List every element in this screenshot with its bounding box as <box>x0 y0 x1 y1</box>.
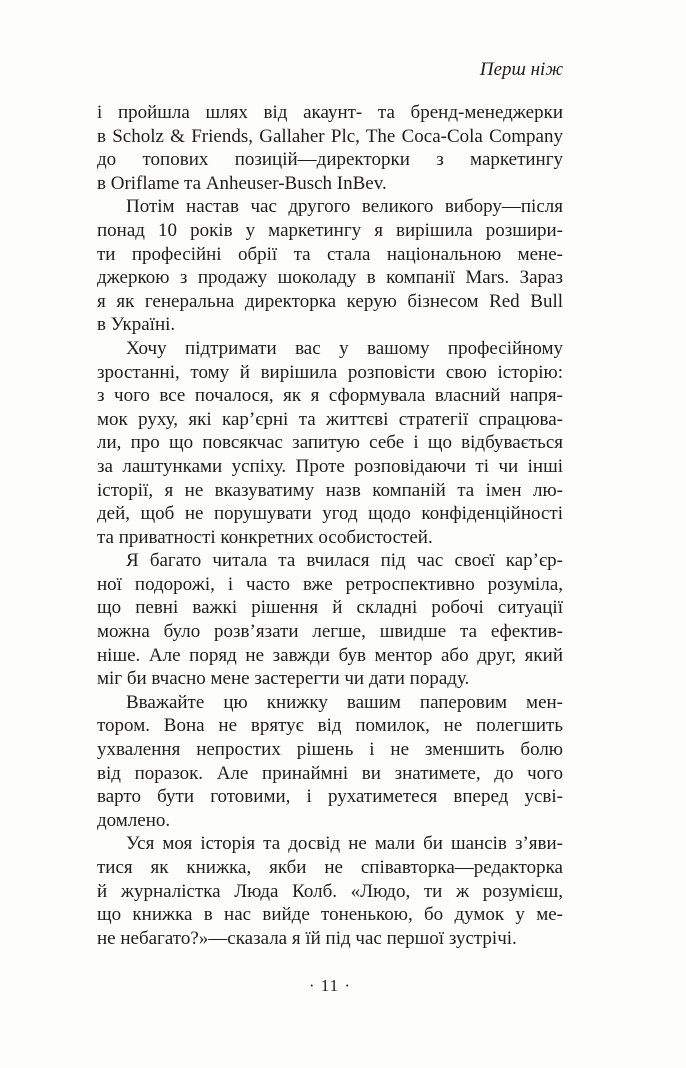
text-line: Вважайте цю книжку вашим паперовим мен- <box>126 691 563 713</box>
text-line: в Oriflame та Anheuser-Busch InBev. <box>97 172 387 194</box>
text-line: тися як книжка, якби не співавторка—редакторка <box>97 857 563 878</box>
text-line: Потім настав час другого великого вибору—після <box>126 196 563 218</box>
text-line: з чого все почалося, як я сформувала власний напря- <box>97 385 563 407</box>
text-line: і пройшла шлях від акаунт- та бренд-менеджерки <box>97 102 563 123</box>
text-line: й журналістка Люда Колб. «Людо, ти ж розумієш, <box>97 880 563 902</box>
text-line: ли, про що повсякчас запитую себе і що відбувається <box>97 432 563 454</box>
text-line: що книжка в нас вийде тоненькою, бо думок у ме- <box>97 904 563 926</box>
text-line: мок руху, які кар’єрні та життєві стратегії спрацюва- <box>97 408 563 430</box>
text-line: ухвалення непростих рішень і не зменшить болю <box>97 739 563 761</box>
text-line: Я багато читала та вчилася під час своєї кар’єр- <box>126 550 563 572</box>
text-line: я як генеральна директорка керую бізнесом Red Bull <box>97 290 563 312</box>
text-line: за лаштунками успіху. Проте розповідаючи ті чи інші <box>97 455 563 477</box>
text-line: історії, я не вказуватиму назв компаній та імен лю- <box>97 479 563 501</box>
paragraph <box>97 832 563 950</box>
text-line: та приватності конкретних особистостей. <box>97 526 433 548</box>
text-line: ти професійні обрії та стала національною мене- <box>97 243 563 265</box>
text-line: до топових позицій—директорки з маркетингу <box>97 149 563 171</box>
body-text <box>97 101 563 950</box>
text-line: що певні важкі рішення й складні робочі ситуації <box>97 597 563 619</box>
text-line: ніше. Але поряд не завжди був ментор або друг, який <box>97 644 563 666</box>
paragraph <box>97 195 563 337</box>
text-line: зростанні, тому й вирішила розповісти свою історію: <box>97 361 563 383</box>
text-line: не небагато?»—сказала я їй під час першої зустрічі. <box>97 927 517 949</box>
text-line: Хочу підтримати вас у вашому професійному <box>126 337 563 359</box>
text-line: від поразок. Але принаймні ви знатимете, до чого <box>97 762 563 784</box>
text-line: в Scholz & Friends, Gallaher Plc, The Coca-Cola Company <box>97 125 563 147</box>
text-line: домлено. <box>97 809 171 831</box>
paragraph <box>97 691 563 833</box>
text-line: в Україні. <box>97 314 176 336</box>
text-line: тором. Вона не врятує від помилок, не полегшить <box>97 715 563 737</box>
text-line: Уся моя історія та досвід не мали би шансів з’яви- <box>126 833 563 855</box>
text-line: можна було розв’язати легше, швидше та ефектив- <box>97 621 563 643</box>
page-number: · 11 · <box>308 976 352 995</box>
text-line: варто бути готовими, і рухатиметеся вперед усві- <box>97 786 563 808</box>
text-line: понад 10 років у маркетингу я вирішила розшири- <box>97 219 563 241</box>
text-line: джеркою з продажу шоколаду в компанії Mars. Зараз <box>97 267 563 289</box>
paragraph <box>97 101 563 195</box>
text-line: ної подорожі, і часто вже ретроспективно розуміла, <box>97 573 563 595</box>
text-line: міг би вчасно мене застерегти чи дати пораду. <box>97 668 470 690</box>
paragraph <box>97 549 563 691</box>
running-head: Перш ніж <box>479 59 563 80</box>
paragraph <box>97 337 563 549</box>
text-line: дей, щоб не порушувати угод щодо конфіденційності <box>97 503 563 525</box>
